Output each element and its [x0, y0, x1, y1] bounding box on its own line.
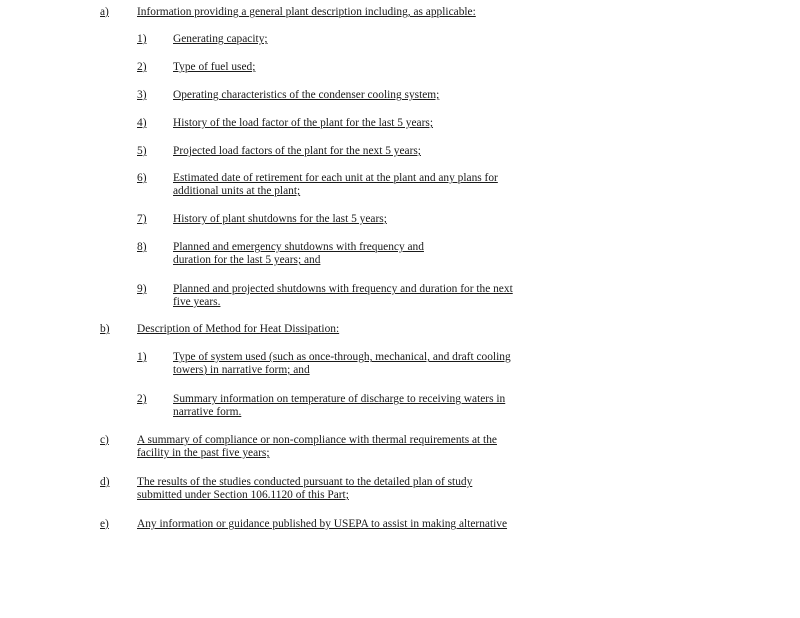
item-a9-label: 9): [137, 283, 147, 295]
item-a2-label: 2): [137, 61, 147, 73]
item-a7-label: 7): [137, 213, 147, 225]
item-c-label: c): [100, 434, 109, 446]
item-b1-line1: Type of system used (such as once-through, mechanical, and draft cooling: [173, 351, 511, 363]
item-e-label: e): [100, 518, 109, 530]
item-a3-text: Operating characteristics of the condenser cooling system;: [173, 89, 440, 101]
item-a-label: a): [100, 6, 109, 18]
item-c-line1: A summary of compliance or non-compliance with thermal requirements at the: [137, 434, 497, 446]
item-a9-line2: five years.: [173, 296, 221, 308]
item-a6-line2: additional units at the plant;: [173, 185, 301, 197]
item-a2-text: Type of fuel used;: [173, 61, 256, 73]
item-a8-line2: duration for the last 5 years; and: [173, 254, 321, 266]
item-a7-text: History of plant shutdowns for the last 5 years;: [173, 213, 387, 225]
item-a6-line1: Estimated date of retirement for each unit at the plant and any plans for: [173, 172, 498, 184]
item-a4-text: History of the load factor of the plant for the last 5 years;: [173, 117, 434, 129]
item-c-line2: facility in the past five years;: [137, 447, 270, 459]
item-a5-text: Projected load factors of the plant for the next 5 years;: [173, 145, 421, 157]
item-a3-label: 3): [137, 89, 147, 101]
item-b-label: b): [100, 323, 110, 335]
item-b2-line2: narrative form.: [173, 406, 242, 418]
item-a-text: Information providing a general plant description including, as applicable:: [137, 6, 476, 18]
item-d-line1: The results of the studies conducted pursuant to the detailed plan of study: [137, 476, 473, 488]
item-a8-label: 8): [137, 241, 147, 253]
item-a8-line1: Planned and emergency shutdowns with frequency and: [173, 241, 424, 253]
item-d-line2: submitted under Section 106.1120 of this Part;: [137, 489, 349, 501]
item-a1-label: 1): [137, 33, 147, 45]
item-b1-line2: towers) in narrative form; and: [173, 364, 310, 376]
item-b1-label: 1): [137, 351, 147, 363]
item-b2-label: 2): [137, 393, 147, 405]
item-b2-line1: Summary information on temperature of discharge to receiving waters in: [173, 393, 506, 405]
item-a4-label: 4): [137, 117, 147, 129]
item-a9-line1: Planned and projected shutdowns with frequency and duration for the next: [173, 283, 513, 295]
item-d-label: d): [100, 476, 110, 488]
item-a1-text: Generating capacity;: [173, 33, 268, 45]
item-a6-label: 6): [137, 172, 147, 184]
item-b-text: Description of Method for Heat Dissipation:: [137, 323, 340, 335]
item-a5-label: 5): [137, 145, 147, 157]
item-e-text: Any information or guidance published by USEPA to assist in making alternative: [137, 518, 508, 530]
